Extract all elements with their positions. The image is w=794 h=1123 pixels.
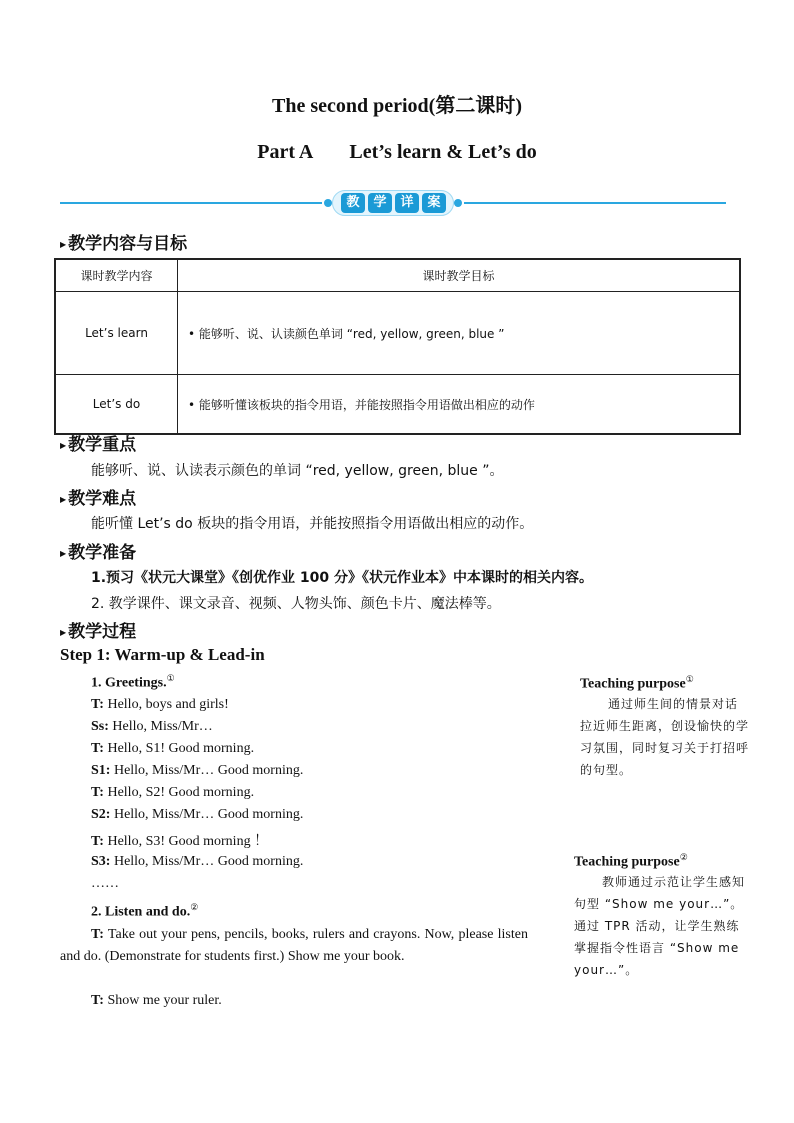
- footnote-mark: ①: [685, 674, 694, 684]
- table-header-row: [55, 259, 740, 292]
- table-cell: Let’s do: [55, 375, 178, 435]
- dialogue-line: T: Hello, S1! Good morning.: [91, 741, 255, 756]
- footnote-mark: ②: [679, 852, 688, 862]
- note-title: Teaching purpose①: [580, 674, 694, 692]
- lesson-subtitle: [0, 141, 794, 164]
- section-heading-text: 教学难点: [68, 489, 137, 509]
- footnote-mark: ①: [166, 673, 175, 683]
- banner-char: 教: [341, 193, 365, 213]
- instruction-paragraph: T: Take out your pens, pencils, books, rulers and crayons. Now, please listen and do. (Demonstrate for students first.) Show me your book.: [60, 927, 528, 964]
- section-heading: [60, 430, 136, 455]
- triangle-bullet-icon: ▶: [60, 239, 67, 249]
- section-heading-text: 教学重点: [68, 435, 137, 455]
- dialogue-line: S3: Hello, Miss/Mr… Good morning.: [91, 854, 304, 869]
- banner-line-right: [464, 202, 726, 204]
- dialogue-line: T: Hello, S3! Good morning ！: [91, 834, 269, 849]
- table-header-cell: 课时教学内容: [55, 259, 178, 292]
- table-cell: • 能够听懂该板块的指令用语，并能按照指令用语做出相应的动作: [178, 375, 741, 435]
- preparation-item: 2. 教学课件、课文录音、视频、人物头饰、颜色卡片、魔法棒等。: [91, 596, 501, 612]
- banner-char: 详: [395, 193, 419, 213]
- dialogue-line: Ss: Hello, Miss/Mr…: [91, 719, 213, 734]
- goals-table: [54, 258, 741, 435]
- section-banner: [60, 190, 726, 216]
- section-heading-text: 教学准备: [68, 543, 137, 563]
- section-heading: [60, 229, 187, 254]
- triangle-bullet-icon: ▶: [60, 440, 67, 450]
- triangle-bullet-icon: ▶: [60, 627, 67, 637]
- activity-title: 1. Greetings.①: [91, 673, 175, 691]
- page-title: The second period(第二课时): [272, 95, 522, 117]
- triangle-bullet-icon: ▶: [60, 494, 67, 504]
- dialogue-line: S1: Hello, Miss/Mr… Good morning.: [91, 763, 304, 778]
- table-row: [55, 375, 740, 435]
- dialogue-line: T: Hello, S2! Good morning.: [91, 785, 255, 800]
- table-cell: Let’s learn: [55, 292, 178, 375]
- difficulties-text: 能听懂 Let’s do 板块的指令用语，并能按照指令用语做出相应的动作。: [91, 516, 534, 532]
- step-title: Step 1: Warm-up & Lead-in: [60, 645, 265, 664]
- part-label: Part A: [257, 141, 314, 163]
- key-points-text: 能够听、说、认读表示颜色的单词 “red, yellow, green, blue ”。: [91, 463, 504, 479]
- banner-char: 案: [422, 193, 446, 213]
- note-text: 通过师生间的情景对话拉近师生距离，创设愉快的学习氛围，同时复习关于打招呼的句型。: [580, 696, 750, 777]
- dialogue-line: T: Hello, boys and girls!: [91, 697, 229, 712]
- preparation-item: 1.预习《状元大课堂》《创优作业 100 分》《状元作业本》中本课时的相关内容。: [91, 570, 594, 586]
- teaching-purpose-note: [574, 852, 750, 981]
- note-title: Teaching purpose②: [574, 852, 688, 870]
- banner-char: 学: [368, 193, 392, 213]
- section-heading-text: 教学内容与目标: [68, 234, 188, 254]
- footnote-mark: ②: [190, 902, 199, 912]
- table-cell: • 能够听、说、认读颜色单词 “red, yellow, green, blue ”: [178, 292, 741, 375]
- table-row: [55, 292, 740, 375]
- teaching-purpose-note: [580, 674, 750, 781]
- section-heading: [60, 617, 136, 642]
- ellipsis: ……: [91, 876, 119, 891]
- section-heading: [60, 484, 136, 509]
- lesson-name: Let’s learn & Let’s do: [349, 141, 537, 163]
- banner-dot-left: [324, 199, 332, 207]
- banner-dot-right: [454, 199, 462, 207]
- table-header-cell: 课时教学目标: [178, 259, 741, 292]
- instruction-paragraph: T: Show me your ruler.: [91, 993, 222, 1008]
- note-text: 教师通过示范让学生感知句型 “Show me your…”。通过 TPR 活动，让学生熟练掌握指令性语言 “Show me your…”。: [574, 874, 746, 977]
- section-heading-text: 教学过程: [68, 622, 137, 642]
- section-heading: [60, 538, 136, 563]
- triangle-bullet-icon: ▶: [60, 548, 67, 558]
- dialogue-line: S2: Hello, Miss/Mr… Good morning.: [91, 807, 304, 822]
- activity-title: 2. Listen and do.②: [91, 902, 199, 920]
- banner-line-left: [60, 202, 322, 204]
